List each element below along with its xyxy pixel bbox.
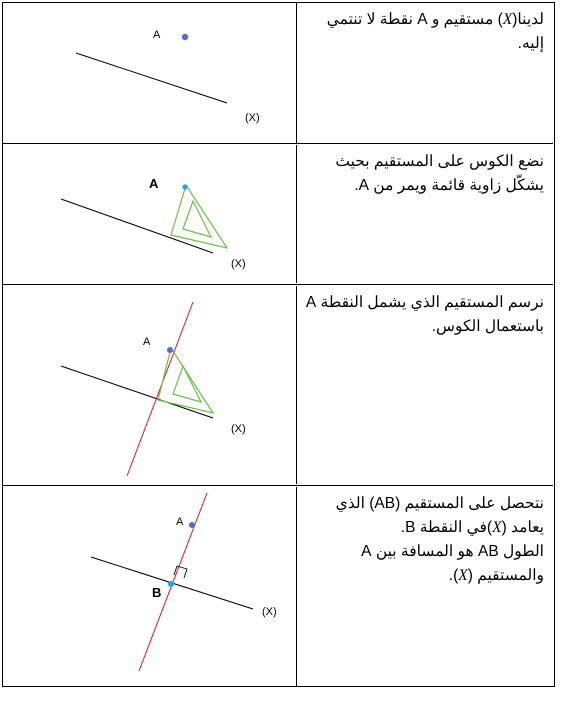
label-x: (X) [245,112,260,124]
set-square-outer [171,185,227,248]
label-a: A [143,336,151,348]
step-4-line-1: نتحصل على المستقيم (AB) الذي [335,495,544,512]
step-1-line-1: لدينا(X) مستقيم و A نقطة لا تنتمي [326,11,544,28]
step-row-1 [3,3,553,144]
step-3-text [299,286,552,484]
row-divider [3,143,553,144]
point-b [168,581,174,587]
step-1-figure [3,3,297,144]
figure-line-and-point [3,3,297,144]
set-square-inner [183,201,211,237]
step-row-2 [3,145,553,283]
label-a: A [149,176,159,191]
step-4-line-4: والمستقيم (X). [448,567,544,584]
label-x: (X) [231,423,246,435]
step-2-figure [3,145,297,283]
figure-set-square [3,145,297,283]
step-4-figure [3,487,297,686]
steps-table [2,2,555,687]
label-x: (X) [231,258,246,270]
point-a [189,522,195,528]
set-square-outer [158,348,213,413]
point-a [182,34,188,40]
step-4-text [299,487,552,686]
line-x [61,366,213,418]
row-divider [3,284,553,285]
label-a: A [153,29,161,41]
point-a [182,184,187,189]
set-square-inner [173,366,201,402]
step-3-figure [3,286,297,484]
label-a: A [176,516,184,528]
step-1-text [299,3,552,144]
perpendicular-line [127,302,193,476]
right-angle-mark [174,566,187,578]
step-row-4 [3,487,553,686]
step-4-line-2: يعامد (X)في النقطة B. [400,519,544,536]
step-2-line-2: يشكّل زاوية قائمة ويمر من A. [354,177,544,194]
step-3-line-1: نرسم المستقيم الذي يشمل النقطة A [305,294,544,311]
step-1-line-2-text: إليه. [517,35,544,52]
label-x: (X) [262,606,277,618]
label-b: B [152,585,162,600]
line-x [76,53,227,103]
row-divider [3,485,553,486]
figure-result [3,487,297,686]
step-2-line-1: نضع الكوس على المستقيم بحيث [335,153,544,170]
step-2-text [299,145,552,283]
step-3-line-2: باستعمال الكوس. [431,318,544,335]
figure-draw-perpendicular [3,286,297,484]
step-row-3 [3,286,553,484]
step-4-line-3: الطول AB هو المسافة بين A [361,543,544,560]
point-a [167,347,173,353]
